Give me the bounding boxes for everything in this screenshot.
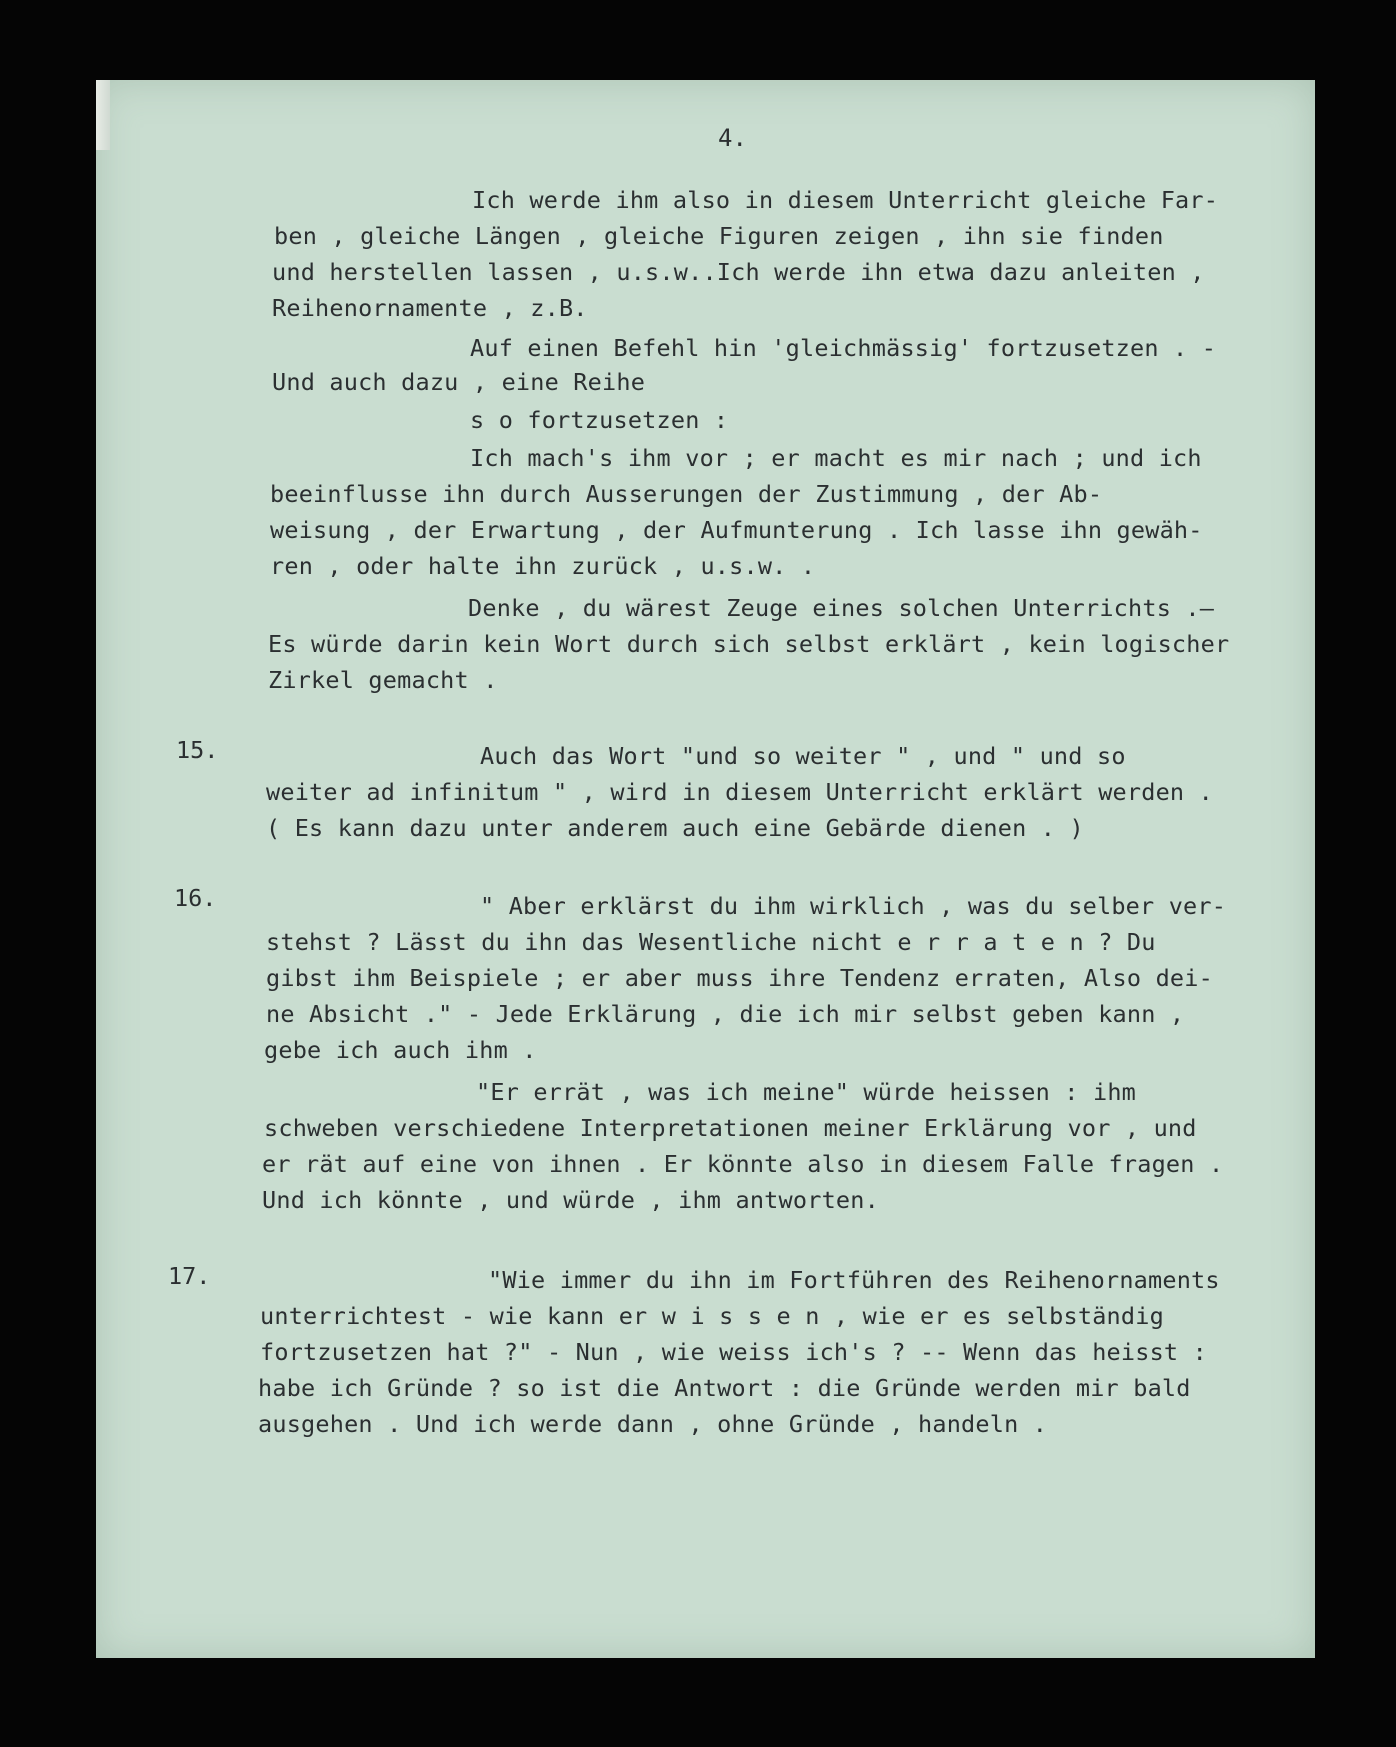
text-line: schweben verschiedene Interpretationen meiner Erklärung vor , und — [264, 1114, 1197, 1142]
text-line: Auf einen Befehl hin 'gleichmässig' fortzusetzen . - — [470, 334, 1217, 362]
text-line: Ich werde ihm also in diesem Unterricht gleiche Far- — [472, 186, 1219, 214]
page-number: 4. — [718, 124, 747, 152]
section-number: 17. — [168, 1262, 211, 1290]
text-line: gebe ich auch ihm . — [264, 1036, 537, 1064]
text-line: Denke , du wärest Zeuge eines solchen Unterrichts .— — [468, 594, 1215, 622]
text-line: unterrichtest - wie kann er w i s s e n , wie er es selbständig — [260, 1302, 1164, 1330]
section-number: 15. — [176, 736, 219, 764]
text-line: weisung , der Erwartung , der Aufmunterung . Ich lasse ihn gewäh- — [270, 516, 1203, 544]
text-line: beeinflusse ihn durch Ausserungen der Zustimmung , der Ab- — [270, 480, 1103, 508]
text-line: Und auch dazu , eine Reihe — [272, 368, 646, 396]
text-line: stehst ? Lässt du ihn das Wesentliche nicht e r r a t e n ? Du — [266, 928, 1156, 956]
text-line: und herstellen lassen , u.s.w..Ich werde ihn etwa dazu anleiten , — [272, 258, 1205, 286]
text-line: ausgehen . Und ich werde dann , ohne Gründe , handeln . — [258, 1410, 1048, 1438]
folded-corner — [96, 80, 110, 150]
text-line: habe ich Gründe ? so ist die Antwort : die Gründe werden mir bald — [258, 1374, 1191, 1402]
text-line: Es würde darin kein Wort durch sich selbst erklärt , kein logischer — [268, 630, 1230, 658]
text-line: "Er errät , was ich meine" würde heissen : ihm — [476, 1078, 1137, 1106]
text-line: gibst ihm Beispiele ; er aber muss ihre Tendenz erraten, Also dei- — [266, 964, 1213, 992]
text-line: Zirkel gemacht . — [268, 666, 498, 694]
text-line: ben , gleiche Längen , gleiche Figuren zeigen , ihn sie finden — [274, 222, 1164, 250]
text-line: weiter ad infinitum " , wird in diesem Unterricht erklärt werden . — [266, 778, 1213, 806]
text-line: er rät auf eine von ihnen . Er könnte also in diesem Falle fragen . — [262, 1150, 1224, 1178]
text-line: Und ich könnte , und würde , ihm antworten. — [262, 1186, 879, 1214]
text-line: Ich mach's ihm vor ; er macht es mir nach ; und ich — [470, 444, 1202, 472]
text-line: " Aber erklärst du ihm wirklich , was du selber ver- — [480, 892, 1227, 920]
text-line: ren , oder halte ihn zurück , u.s.w. . — [270, 552, 816, 580]
section-number: 16. — [174, 884, 217, 912]
text-line: ( Es kann dazu unter anderem auch eine Gebärde dienen . ) — [266, 814, 1084, 842]
text-line: s o fortzusetzen : — [470, 406, 729, 434]
text-line: Auch das Wort "und so weiter " , und " und so — [480, 742, 1126, 770]
text-line: fortzusetzen hat ?" - Nun , wie weiss ich's ? -- Wenn das heisst : — [260, 1338, 1207, 1366]
text-line: ne Absicht ." - Jede Erklärung , die ich mir selbst geben kann , — [266, 1000, 1185, 1028]
text-line: Reihenornamente , z.B. — [272, 294, 588, 322]
text-line: "Wie immer du ihn im Fortführen des Reihenornaments — [488, 1266, 1220, 1294]
